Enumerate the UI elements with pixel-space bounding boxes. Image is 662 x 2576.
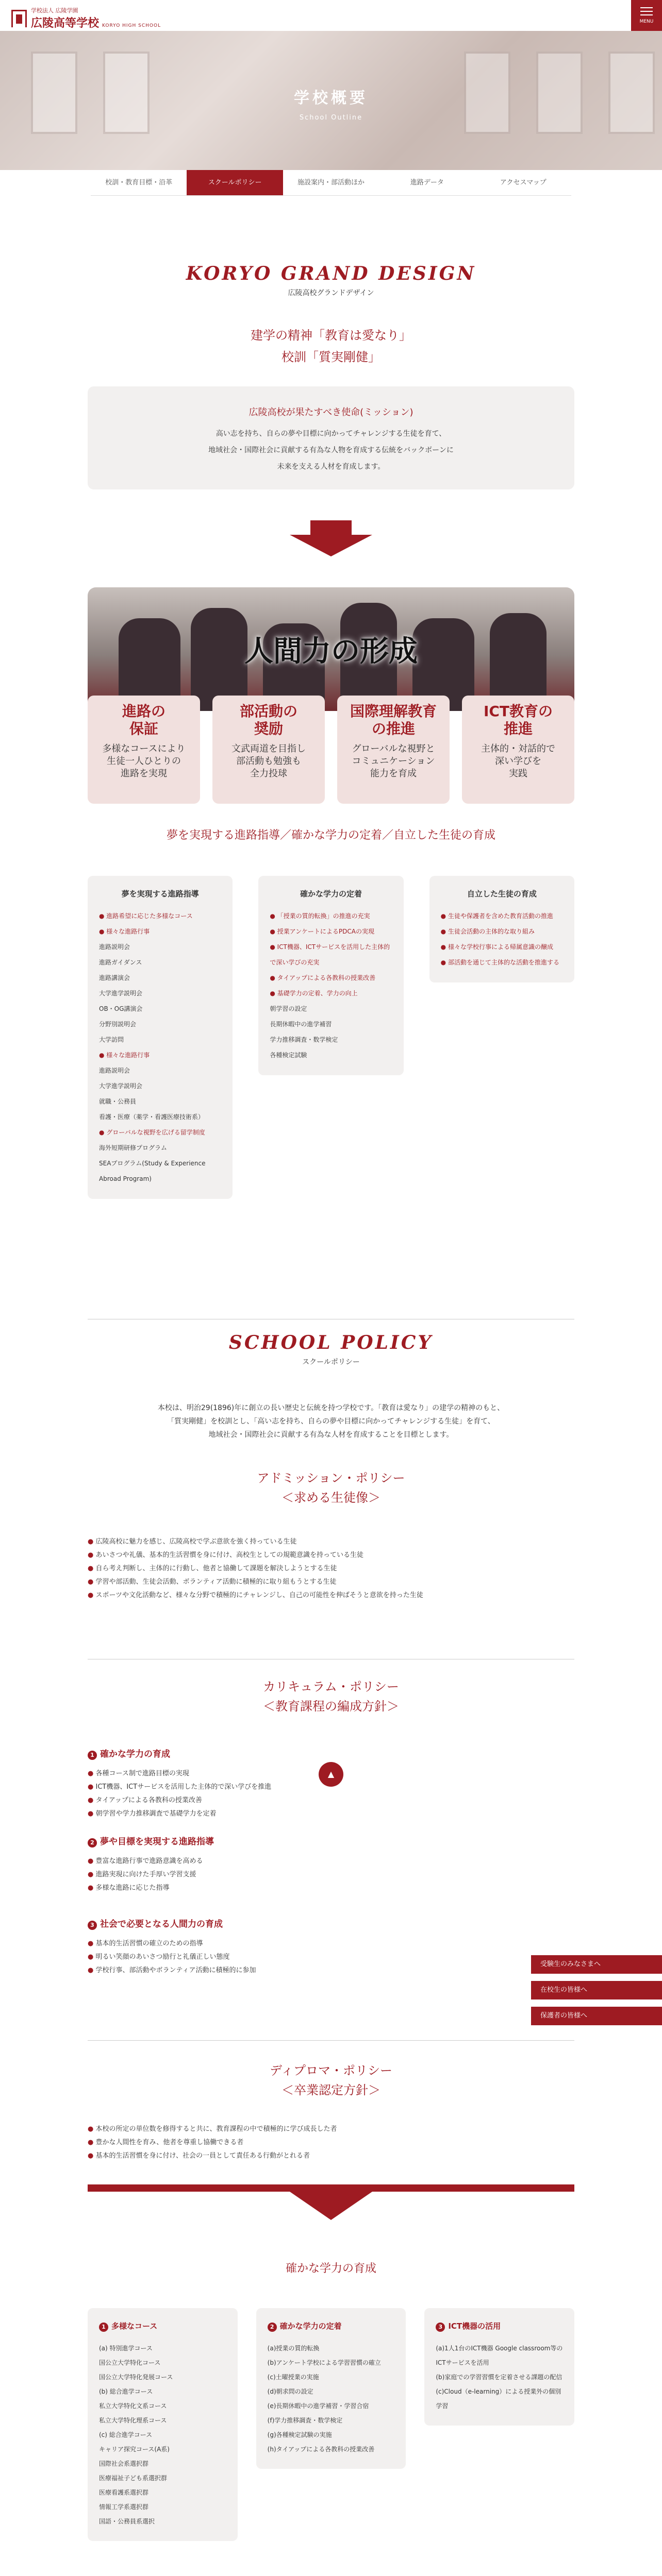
diploma-heading: ディプロマ・ポリシー ＜卒業認定方針＞ (269, 2063, 393, 2097)
logo-en: KORYO HIGH SCHOOL (102, 23, 161, 28)
list-item: OB・OG講演会 (99, 1005, 143, 1012)
list-item: (a) 特別進学コース (99, 2345, 153, 2352)
list-item: 進路講演会 (99, 974, 130, 981)
page-subtitle: School Outline (299, 114, 363, 122)
list-item: ● 様々な進路行事 (99, 1047, 221, 1063)
tab-facilities[interactable]: 施設案内・部活動ほか (297, 179, 365, 187)
sub-nav (91, 170, 571, 196)
list-item: 学力推移調査・数学検定 (270, 1036, 338, 1043)
pillar-card: 進路の 保証 多様なコースにより 生徒一人ひとりの 進路を実現 (88, 696, 200, 804)
page-top-button[interactable]: ▲ (319, 1762, 343, 1787)
list-item: 私立大学特化文系コース (99, 2402, 167, 2410)
list-item: 私立大学特化理系コース (99, 2417, 167, 2424)
list-item: ● ICT機器、ICTサービスを活用した主体的で深い学びの充実 (270, 939, 392, 970)
list-item: ● 学習や部活動、生徒会活動、ボランティア活動に積極的に取り組もうとする生徒 (88, 1575, 574, 1589)
site-header (0, 0, 662, 31)
list-item: ● 多様な進路に応じた指導 (88, 1882, 574, 1895)
curriculum-list-3 (88, 1937, 574, 1977)
list-item: (c)Cloud（e-learning）による授業外の個別学習 (436, 2388, 561, 2410)
list-item: ● 基礎学力の定着、学力の向上 (270, 986, 392, 1001)
grand-design-heading: KORYO GRAND DESIGN 広陵高校グランドデザイン (186, 263, 476, 297)
list-item: ● スポーツや文化活動など、様々な分野で積極的にチャレンジし、自己の可能性を伸ばそうと意欲を持った生徒 (88, 1589, 574, 1602)
list-item: (c)土曜授業の実施 (267, 2374, 319, 2381)
list-item: 進路ガイダンス (99, 959, 142, 966)
list-item: 就職・公務員 (99, 1098, 137, 1105)
list-item: ● ICT機器、ICTサービスを活用した主体的で深い学びを推進 (88, 1781, 574, 1794)
list-item: ● 各種コース制で進路目標の実現 (88, 1767, 574, 1781)
site-logo[interactable] (11, 6, 161, 30)
divider (88, 2040, 574, 2041)
hero-banner (0, 31, 662, 170)
spirit: 建学の精神「教育は愛なり」 校訓「質実剛健」 (251, 328, 411, 364)
list-item: ● 「授業の質的転換」の推進の充実 (270, 908, 392, 924)
design-col-academic: 確かな学力の定着 ● 「授業の質的転換」の推進の充実 ● 授業アンケートによるPDCAの実現 ● ICT機器、ICTサービスを活用した主体的で深い学びの充実 ● タイアップによる各教科の授業改善 ● 基礎学力の定着、学力の向上 朝学習の設定 長期休暇中の進学補習 学力推移調査・数学検定 各種検定試験 (258, 876, 403, 1075)
list-item: ● 基本的生活習慣を身に付け、社会の一員として責任ある行動がとれる者 (88, 2149, 574, 2163)
pillar-card: ICT教育の 推進 主体的・対話的で 深い学びを 実践 (462, 696, 574, 804)
list-item: 看護・医療（薬学・看護医療技術系） (99, 1113, 205, 1121)
list-item: ● 部活動を通じて主体的な活動を推進する (441, 955, 563, 970)
school-policy-heading: SCHOOL POLICY スクールポリシー (228, 1332, 434, 1366)
tab-career-data[interactable]: 進路データ (410, 179, 444, 187)
list-item: (c) 総合進学コース (99, 2431, 153, 2438)
list-item: 大学進学説明会 (99, 990, 143, 997)
list-item: ● 基本的生活習慣の確立のための指導 (88, 1937, 574, 1951)
list-item: (b)家庭での学習習慣を定着させる課題の配信 (436, 2374, 562, 2381)
list-item: 医療福祉子ども系選択群 (99, 2475, 168, 2482)
curriculum-list-2 (88, 1855, 574, 1895)
list-item: 医療看護系選択群 (99, 2489, 149, 2496)
list-item: (h)タイアップによる各教科の授業改善 (267, 2446, 375, 2453)
list-item: ● 自ら考え判断し、主体的に行動し、他者と協働して課題を解決しようとする生徒 (88, 1562, 574, 1575)
gakuryoku-col-2: 2 確かな学力の定着 (a)授業の質的転換 (b)アンケート学校による学習習慣の確立 (c)土曜授業の実施 (d)朝求問の設定 (e)長期休暇中の進学補習・学習合宿 (f)学力推移調査・数学検定 (g)各種検定試験の実施 (h)タイアップによる各教科の授業改善 (256, 2308, 406, 2469)
pillar-card: 部活動の 奨励 文武両道を目指し 部活動も勉強も 全力投球 (212, 696, 325, 804)
list-item: ● 朝学習や学力推移調査で基礎学力を定着 (88, 1807, 574, 1821)
list-item: 国語・公務員系選択 (99, 2518, 155, 2525)
list-item: 各種検定試験 (270, 1052, 307, 1059)
list-item: キャリア探究コース(A系) (99, 2446, 170, 2453)
menu-button[interactable]: MENU (631, 0, 662, 31)
list-item: ● 生徒会活動の主体的な取り組み (441, 924, 563, 939)
admission-list (88, 1535, 574, 1602)
list-item: ● 様々な進路行事 (99, 924, 221, 939)
gakuryoku-col-1: 1 多様なコース (a) 特別進学コース 国公立大学特化コース 国公立大学特化発展コース (b) 総合進学コース 私立大学特化文系コース 私立大学特化理系コース (c) 総合進学コース キャリア探究コース(A系) 国際社会系選択群 医療福祉子ども系選択群 医療看護系選択群 情報工学系選択群 国語・公務員系選択 (88, 2308, 238, 2541)
tab-school-policy[interactable]: スクールポリシー (187, 170, 283, 195)
list-item: (e)長期休暇中の進学補習・学習合宿 (267, 2402, 369, 2410)
down-arrow-icon (290, 520, 372, 556)
photo-title: 人間力の形成 (244, 635, 418, 668)
side-tab-parents[interactable]: 保護者の皆様へ (531, 2007, 662, 2025)
list-item: 長期休暇中の進学補習 (270, 1021, 332, 1028)
list-item: (f)学力推移調査・数学検定 (267, 2417, 343, 2424)
list-item: 朝学習の設定 (270, 1005, 307, 1012)
curriculum-group-2: 2 夢や目標を実現する進路指導 (88, 1834, 214, 1848)
gakuryoku-columns (88, 2308, 574, 2541)
slogan: 夢を実現する進路指導／確かな学力の定着／自立した生徒の育成 (166, 829, 495, 842)
mission-box: 広陵高校が果たすべき使命(ミッション) 高い志を持ち、自らの夢や目標に向かってチャレンジする生徒を育て、 地域社会・国際社会に貢献する有為な人物を育成する伝統をバックボーンに 未来を支える人材を育成します。 (88, 386, 574, 489)
curriculum-heading: カリキュラム・ポリシー ＜教育課程の編成方針＞ (263, 1680, 399, 1714)
list-item: ● タイアップによる各教科の授業改善 (270, 970, 392, 986)
list-item: ● あいさつや礼儀、基本的生活習慣を身に付け、高校生としての規範意識を持っている生徒 (88, 1549, 574, 1562)
list-item: 大学訪問 (99, 1036, 124, 1043)
list-item: ● 学校行事、部活動やボランティア活動に積極的に参加 (88, 1964, 574, 1977)
list-item: ● 進路希望に応じた多様なコース (99, 908, 221, 924)
list-item: ● タイアップによる各教科の授業改善 (88, 1794, 574, 1807)
list-item: ● 本校の所定の単位数を修得すると共に、教育課程の中で積極的に学び成長した者 (88, 2123, 574, 2136)
pillar-card: 国際理解教育 の推進 グローバルな視野と コミュニケーション 能力を育成 (337, 696, 450, 804)
list-item: ● グローバルな視野を広げる留学制度 (99, 1125, 221, 1140)
list-item: ● 生徒や保護者を含めた教育活動の推進 (441, 908, 563, 924)
gakuryoku-heading: 確かな学力の育成 (285, 2262, 376, 2275)
list-item: 分野別説明会 (99, 1021, 137, 1028)
gakuryoku-col-3: 3 ICT機器の活用 (a)1人1台のICT機器 Google classroom等のICTサービスを活用 (b)家庭での学習習慣を定着させる課題の配信 (c)Cloud（e-learning）による授業外の個別学習 (424, 2308, 574, 2426)
logo-mark-icon (11, 10, 27, 27)
tab-access[interactable]: アクセスマップ (500, 179, 547, 187)
pillars (88, 696, 574, 804)
list-item: ● 豊富な進路行事で進路意識を高める (88, 1855, 574, 1868)
list-item: (g)各種検定試験の実施 (267, 2431, 332, 2438)
list-item: 情報工学系選択群 (99, 2503, 149, 2511)
diploma-list (88, 2123, 574, 2163)
list-item: ● 豊かな人間性を育み、他者を尊重し協働できる者 (88, 2136, 574, 2149)
admission-heading: アドミッション・ポリシー ＜求める生徒像＞ (257, 1471, 405, 1505)
list-item: (d)朝求問の設定 (267, 2388, 313, 2395)
list-item: 進路説明会 (99, 1067, 130, 1074)
side-tab-applicants[interactable]: 受験生のみなさまへ (531, 1955, 662, 1974)
list-item: ● 広陵高校に魅力を感じ、広陵高校で学ぶ意欲を強く持っている生徒 (88, 1535, 574, 1549)
list-item: (b)アンケート学校による学習習慣の確立 (267, 2359, 381, 2366)
tab-motto[interactable]: 校訓・教育目標・沿革 (105, 179, 173, 187)
students-photo (88, 587, 574, 711)
list-item: 進路説明会 (99, 943, 130, 951)
list-item: 大学進学説明会 (99, 1082, 143, 1090)
down-arrow-icon (88, 2184, 574, 2226)
policy-intro: 本校は、明治29(1896)年に創立の長い歴史と伝統を持つ学校です。「教育は愛なり」の建学の精神のもと、 「質実剛健」を校訓とし、「高い志を持ち、自らの夢や目標に向かってチャレンジする生徒」を育て、 地域社会・国際社会に貢献する有為な人材を育成することを目標とします。 (157, 1404, 505, 1439)
design-col-career: 夢を実現する進路指導 ● 進路希望に応じた多様なコース ● 様々な進路行事 進路説明会 進路ガイダンス 進路講演会 大学進学説明会 OB・OG講演会 分野別説明会 大学訪問 ● 様々な進路行事 進路説明会 大学進学説明会 就職・公務員 看護・医療（薬学・看護医療技術系） ● グローバルな視野を広げる留学制度 海外短期研修プログラム SEAプログラム(Study & Experience Abroad Program) (88, 876, 233, 1199)
design-columns (88, 876, 574, 1199)
list-item: 国際社会系選択群 (99, 2460, 149, 2467)
curriculum-group-1: 1 確かな学力の育成 (88, 1747, 170, 1760)
list-item: ● 様々な学校行事による帰属意識の醸成 (441, 939, 563, 955)
curriculum-list-1 (88, 1767, 574, 1821)
curriculum-group-3: 3 社会で必要となる人間力の育成 (88, 1917, 223, 1930)
logo-name: 広陵高等学校 (31, 16, 100, 30)
list-item: 国公立大学特化コース (99, 2359, 161, 2366)
logo-sub: 学校法人 広陵学園 (31, 7, 78, 14)
list-item: (a)授業の質的転換 (267, 2345, 320, 2352)
list-item: (b) 総合進学コース (99, 2388, 153, 2395)
list-item: (a)1人1台のICT機器 Google classroom等のICTサービスを活用 (436, 2345, 563, 2366)
side-tab-students[interactable]: 在校生の皆様へ (531, 1981, 662, 1999)
list-item: 海外短期研修プログラム (99, 1144, 167, 1151)
list-item: SEAプログラム(Study & Experience Abroad Program) (99, 1160, 206, 1182)
list-item: ● 明るい笑顔のあいさつ励行と礼儀正しい態度 (88, 1951, 574, 1964)
list-item: ● 授業アンケートによるPDCAの実現 (270, 924, 392, 939)
design-col-independent: 自立した生徒の育成 ● 生徒や保護者を含めた教育活動の推進 ● 生徒会活動の主体的な取り組み ● 様々な学校行事による帰属意識の醸成 ● 部活動を通じて主体的な活動を推進する (429, 876, 574, 982)
list-item: 国公立大学特化発展コース (99, 2374, 173, 2381)
page-title: 学校概要 (294, 89, 368, 107)
list-item: ● 進路実現に向けた手厚い学習支援 (88, 1868, 574, 1882)
hamburger-icon (640, 7, 653, 8)
